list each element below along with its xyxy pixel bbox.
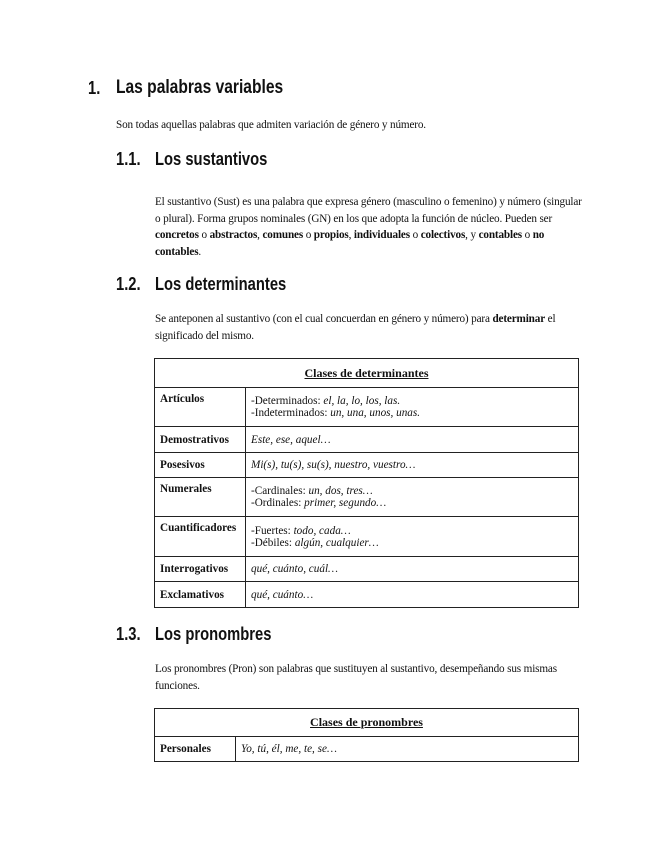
- determinantes-table: [154, 358, 579, 608]
- sustantivos-paragraph: El sustantivo (Sust) es una palabra que expresa género (masculino o femenino) y número (singular o plural). Forma grupos nominales (GN) en los que adopta la función de núcleo. Pueden ser concretos o abstractos, comunes o propios, individuales o colectivos, y contables o no contables.: [155, 196, 582, 258]
- section-1-title: Las palabras variables: [116, 77, 284, 98]
- section-1-3-number: 1.3.: [116, 624, 141, 644]
- row-value: Este, ese, aquel…: [246, 427, 579, 453]
- pronombres-table-header: Clases de pronombres: [155, 709, 579, 737]
- table-row: [155, 427, 579, 453]
- section-1-number: 1.: [88, 78, 101, 98]
- table-row: [155, 737, 579, 762]
- section-1-1-title: Los sustantivos: [155, 149, 268, 169]
- pronombres-paragraph: Los pronombres (Pron) son palabras que sustituyen al sustantivo, desempeñando sus mismas funciones.: [155, 663, 557, 692]
- row-label: Demostrativos: [155, 427, 246, 453]
- row-label: Numerales: [155, 478, 246, 517]
- table-row: [155, 517, 579, 557]
- table-row: [155, 453, 579, 478]
- row-value: Mi(s), tu(s), su(s), nuestro, vuestro…: [246, 453, 579, 478]
- row-value: Yo, tú, él, me, te, se…: [236, 737, 579, 762]
- row-label: Artículos: [155, 388, 246, 427]
- determinantes-table-header: Clases de determinantes: [155, 359, 579, 388]
- table-row: [155, 388, 579, 427]
- section-1-2-number: 1.2.: [116, 274, 141, 294]
- table-row: [155, 478, 579, 517]
- determinantes-paragraph: Se anteponen al sustantivo (con el cual concuerdan en género y número) para determinar el significado del mismo.: [155, 313, 556, 342]
- row-label: Posesivos: [155, 453, 246, 478]
- row-label: Interrogativos: [155, 557, 246, 582]
- row-label: Cuantificadores: [155, 517, 246, 557]
- table-row: [155, 557, 579, 582]
- row-label: Exclamativos: [155, 582, 246, 608]
- pronombres-table: [154, 708, 579, 762]
- section-1-3-title: Los pronombres: [155, 624, 272, 644]
- table-row: [155, 582, 579, 608]
- row-label: Personales: [155, 737, 236, 762]
- row-value: qué, cuánto…: [246, 582, 579, 608]
- section-1-2-title: Los determinantes: [155, 274, 287, 294]
- row-value: -Determinados: el, la, lo, los, las. -Indeterminados: un, una, unos, unas.: [246, 388, 579, 427]
- section-1-1-number: 1.1.: [116, 149, 141, 169]
- row-value: -Cardinales: un, dos, tres… -Ordinales: primer, segundo…: [246, 478, 579, 517]
- section-1-intro: Son todas aquellas palabras que admiten variación de género y número.: [116, 119, 426, 131]
- row-value: -Fuertes: todo, cada… -Débiles: algún, cualquier…: [246, 517, 579, 557]
- row-value: qué, cuánto, cuál…: [246, 557, 579, 582]
